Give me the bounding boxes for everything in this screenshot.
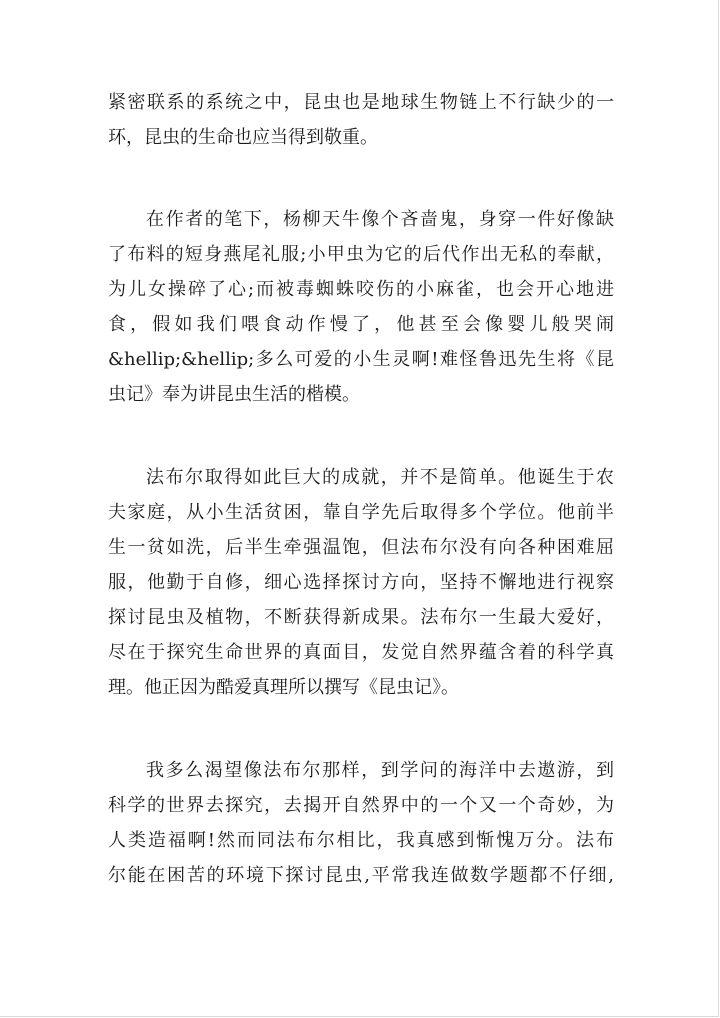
text-line: 科学的世界去探究，去揭开自然界中的一个又一个奇妙，为 (108, 795, 614, 816)
text-line: 理。他正因为酷爱真理所以撰写《昆虫记》。 (108, 677, 459, 698)
text-line: 紧密联系的系统之中，昆虫也是地球生物链上不行缺少的一 (108, 92, 614, 113)
text-line: 夫家庭，从小生活贫困，靠自学先后取得多个学位。他前半 (108, 502, 614, 523)
text-line: 虫记》奉为讲昆虫生活的楷模。 (108, 384, 360, 405)
text-line: 尽在于探究生命世界的真面目，发觉自然界蕴含着的科学真 (108, 642, 614, 663)
text-line: 生一贫如洗，后半生牵强温饱，但法布尔没有向各种困难屈 (108, 537, 614, 558)
text-line: 服，他勤于自修，细心选择探讨方向，坚持不懈地进行视察 (108, 572, 614, 593)
text-line: 为儿女操碎了心;而被毒蜘蛛咬伤的小麻雀，也会开心地进 (108, 279, 614, 300)
text-line: 环，昆虫的生命也应当得到敬重。 (108, 127, 378, 148)
text-line: 我多么渴望像法布尔那样，到学问的海洋中去遨游，到 (146, 760, 614, 781)
text-line: 尔能在困苦的环境下探讨昆虫,平常我连做数学题都不仔细, (108, 865, 614, 886)
paragraph-1 (108, 85, 614, 155)
text-line: 了布料的短身燕尾礼服;小甲虫为它的后代作出无私的奉献， (108, 244, 614, 265)
text-line: 人类造福啊!然而同法布尔相比，我真感到惭愧万分。法布 (108, 830, 614, 851)
paragraph-4 (108, 753, 614, 893)
text-line: 食，假如我们喂食动作慢了，他甚至会像婴儿般哭闹 (108, 314, 614, 335)
paragraph-2 (108, 202, 614, 412)
text-line: 法布尔取得如此巨大的成就，并不是简单。他诞生于农 (146, 467, 614, 488)
text-line: 探讨昆虫及植物，不断获得新成果。法布尔一生最大爱好， (108, 607, 614, 628)
text-line: &hellip;&hellip;多么可爱的小生灵啊!难怪鲁迅先生将《昆 (108, 349, 614, 370)
text-line: 在作者的笔下，杨柳天牛像个吝啬鬼，身穿一件好像缺 (146, 209, 614, 230)
paragraph-3 (108, 460, 614, 705)
